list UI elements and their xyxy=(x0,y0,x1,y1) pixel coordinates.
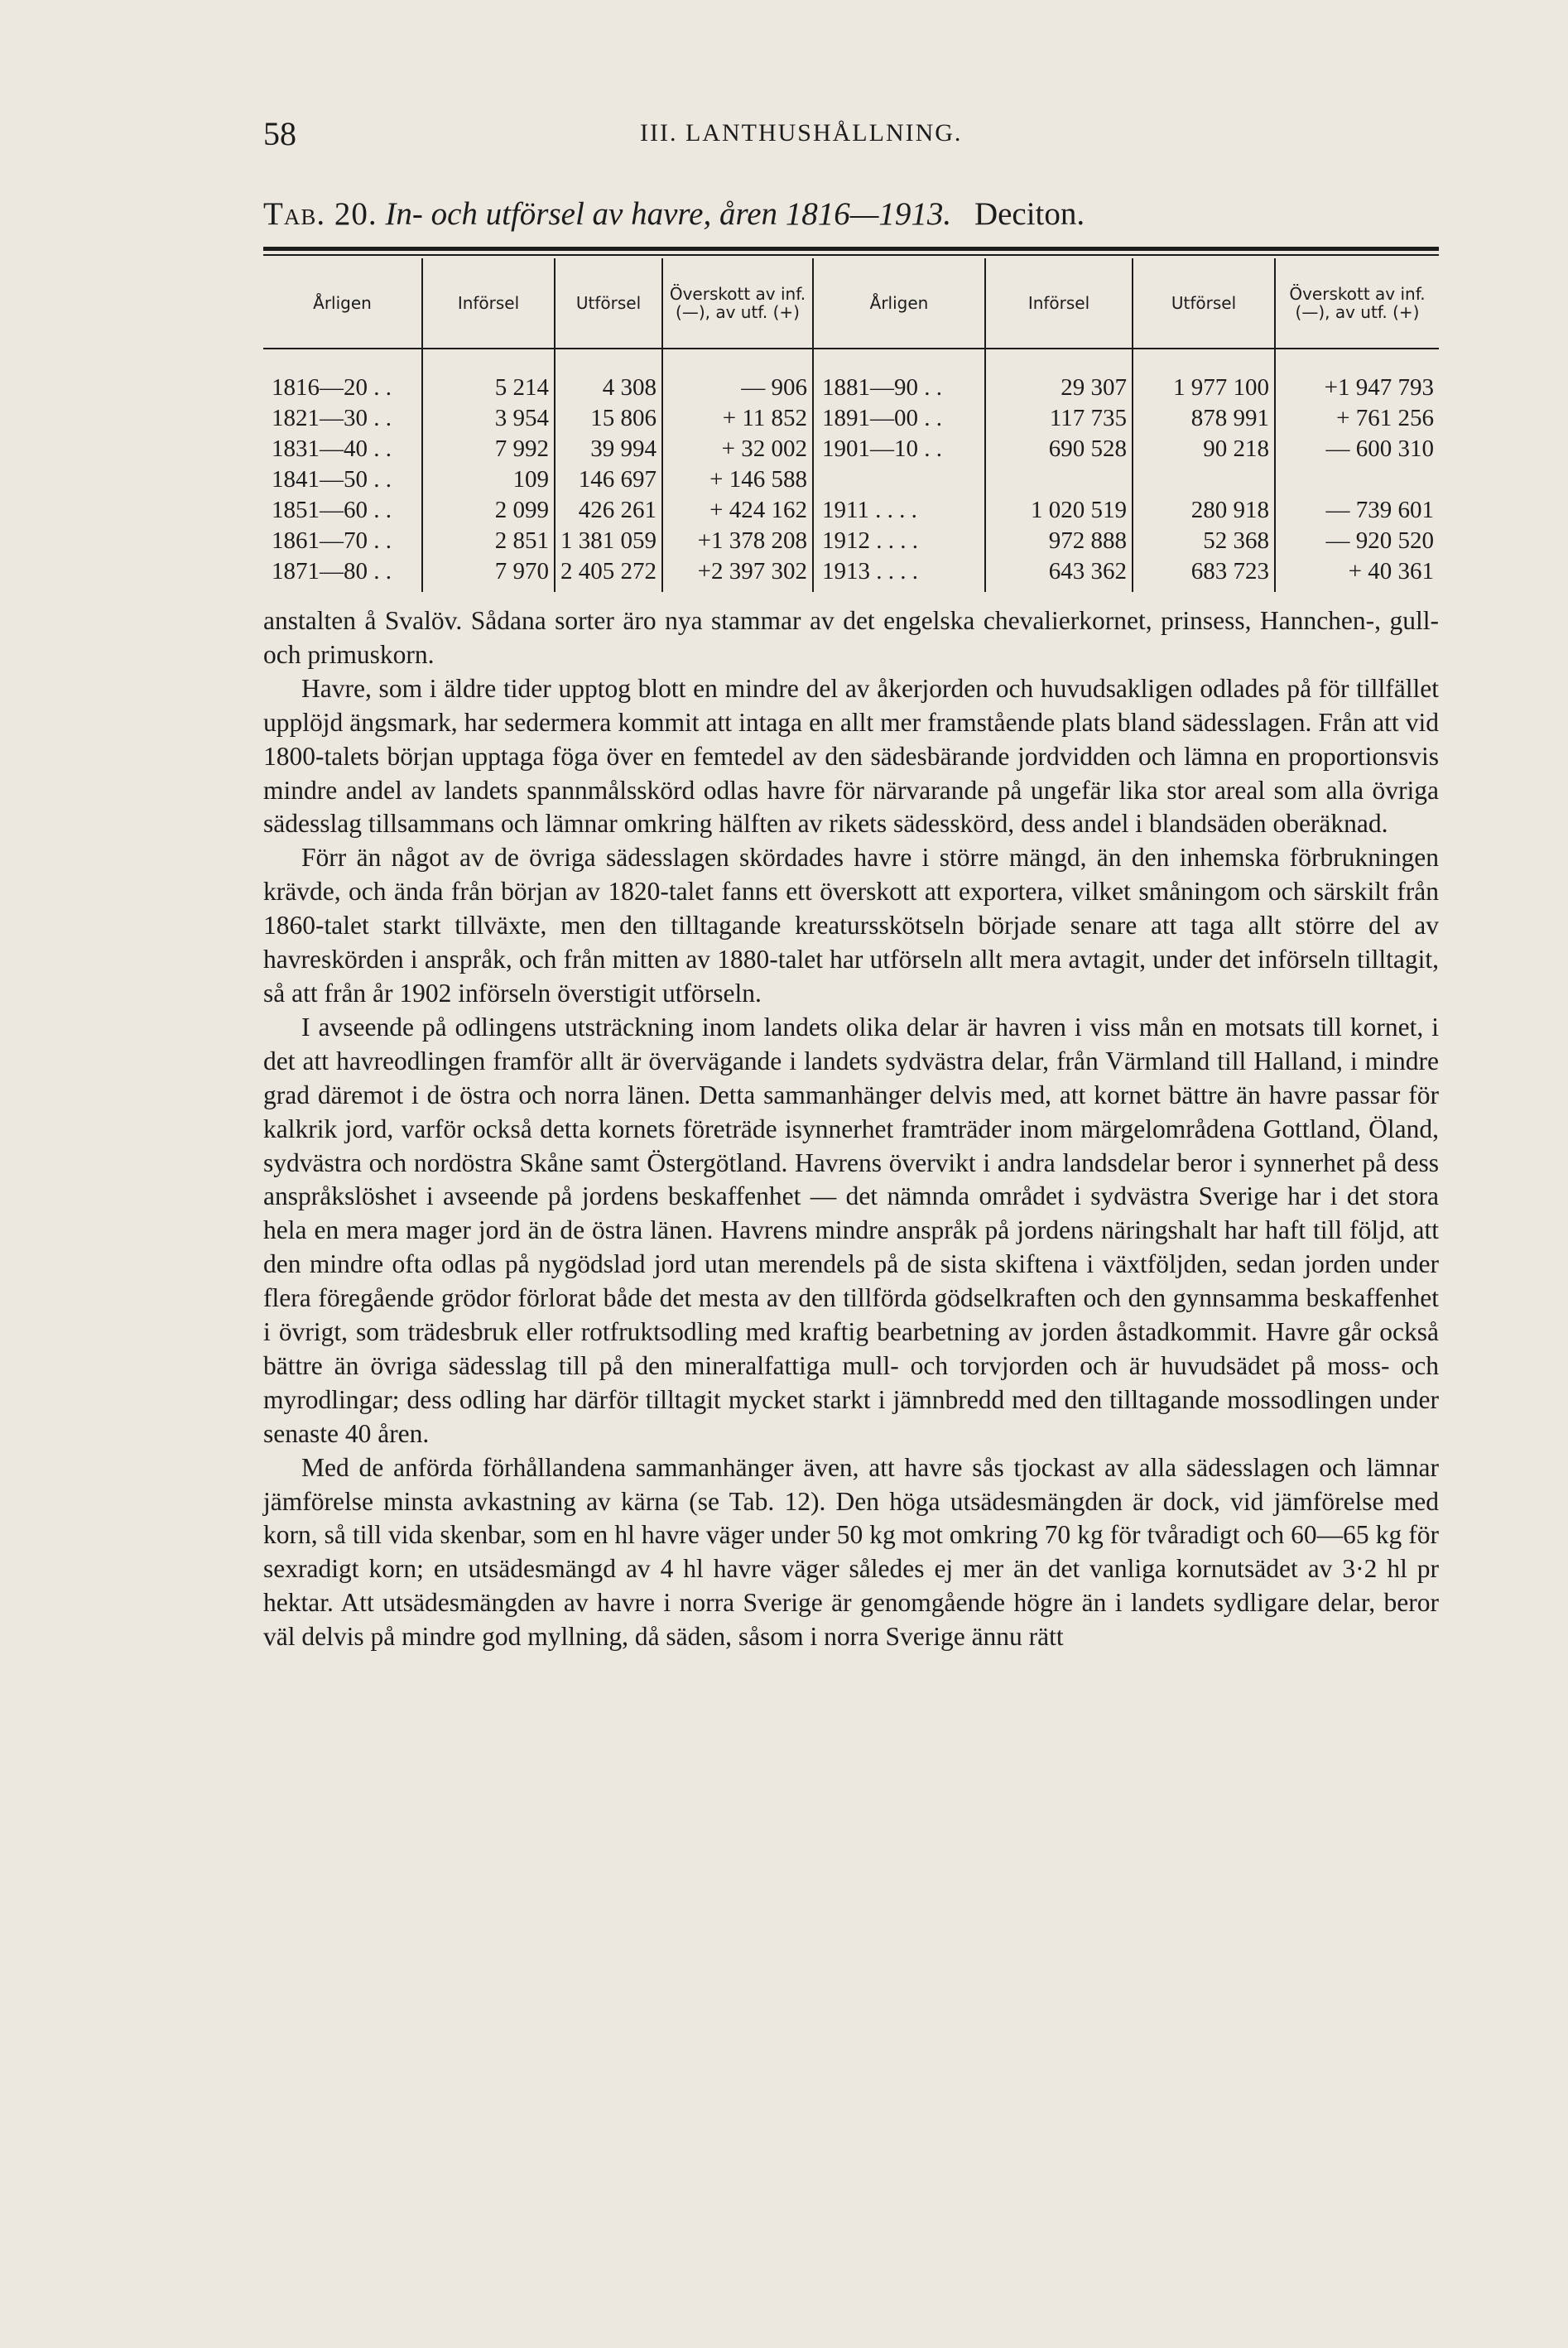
table-cell: 1821—30 . . xyxy=(272,405,392,431)
table-cell: + 11 852 xyxy=(662,403,813,434)
table-cell: 1861—70 . . xyxy=(272,527,392,554)
table-cell: 1816—20 . . xyxy=(272,374,392,401)
column-header: Införsel xyxy=(985,258,1133,349)
table-unit: Deciton. xyxy=(974,196,1085,232)
table-cell: + 40 361 xyxy=(1275,556,1439,592)
table-cell: 1 977 100 xyxy=(1133,349,1275,403)
paragraph: I avseende på odlingens utsträckning inom landets olika delar är havren i viss mån en motsats till kornet, i det att havreodlingen framför allt är övervägande i landets sydvästra delar, från Värmland till Halland, i mindre grad däremot i de östra och norra länen. Detta sammanhänger delvis med, att kornet bättre än havre passar för kalkrik jord, varför också detta kornets företräde isynnerhet framträder inom märgelområdena Gottland, Öland, sydvästra och nordöstra Skåne samt Östergötland. Havrens övervikt i andra landsdelar beror i synnerhet på dess anspråkslöshet i avseende på jordens beskaffenhet — det nämnda området i sydvästra Sverige har i det stora hela en mera mager jord än de östra länen. Havrens mindre anspråk på jordens näringshalt har haft till följd, att den mindre ofta odlas på nygödslad jord utan merendels på de sista skiftena i växtföljden, sedan jorden under flera föregående grödor förlorat både det mesta av den tillförda gödselkraften och den gynnsamma beskaffenhet i övrigt, som trädesbruk eller rotfruktsodling med kraftig bearbetning av jorden åstadkommit. Havre går också bättre än övriga sädesslag till på den mineralfattiga mull- och torvjorden och är huvudsädet på moss- och myrodlingar; dess odling har därför tilltagit mycket starkt i jämnbredd med den tilltagande mossodlingen under senaste 40 åren. xyxy=(263,1012,1439,1448)
table-cell: 280 918 xyxy=(1133,495,1275,526)
running-head: III. LANTHUSHÅLLNING. xyxy=(640,119,963,147)
table-cell: 1901—10 . . xyxy=(813,434,985,464)
table-row xyxy=(263,495,1439,526)
column-header: Överskott av inf. (—), av utf. (+) xyxy=(1275,258,1439,349)
table-cell: + 424 162 xyxy=(662,495,813,526)
table-cell xyxy=(1133,464,1275,495)
table-cell: 2 405 272 xyxy=(555,556,662,592)
table-cell: 4 308 xyxy=(555,349,662,403)
trade-table xyxy=(263,258,1439,592)
table-row xyxy=(263,526,1439,556)
column-header: Utförsel xyxy=(555,258,662,349)
table-top-rule xyxy=(263,247,1439,251)
table-cell: +2 397 302 xyxy=(662,556,813,592)
table-cell: 1 381 059 xyxy=(555,526,662,556)
table-label: Tab. 20. xyxy=(263,196,378,232)
body-text xyxy=(263,604,1439,1654)
page-header xyxy=(263,114,1439,164)
table-row xyxy=(263,434,1439,464)
table-cell: 1841—50 . . xyxy=(272,466,392,493)
table-cell: 643 362 xyxy=(985,556,1133,592)
table-cell: 117 735 xyxy=(985,403,1133,434)
table-cell: 146 697 xyxy=(555,464,662,495)
table-cell: 1831—40 . . xyxy=(272,435,392,462)
table-cell: + 761 256 xyxy=(1275,403,1439,434)
table-cell: 29 307 xyxy=(985,349,1133,403)
table-cell xyxy=(1275,464,1439,495)
table-cell: 1911 . . . . xyxy=(813,495,985,526)
table-cell: 1851—60 . . xyxy=(272,497,392,523)
table-cell: 690 528 xyxy=(985,434,1133,464)
table-cell: 2 851 xyxy=(422,526,555,556)
table-row xyxy=(263,556,1439,592)
table-cell: 7 992 xyxy=(422,434,555,464)
table-cell: +1 947 793 xyxy=(1275,349,1439,403)
table-cell: 426 261 xyxy=(555,495,662,526)
table-cell: +1 378 208 xyxy=(662,526,813,556)
table-cell: + 146 588 xyxy=(662,464,813,495)
column-header: Överskott av inf. (—), av utf. (+) xyxy=(662,258,813,349)
table-cell: 972 888 xyxy=(985,526,1133,556)
table-row xyxy=(263,464,1439,495)
table-cell: 5 214 xyxy=(422,349,555,403)
column-header: Årligen xyxy=(813,258,985,349)
column-header: Utförsel xyxy=(1133,258,1275,349)
table-cell: 1871—80 . . xyxy=(272,558,392,585)
table-cell: 7 970 xyxy=(422,556,555,592)
table-title xyxy=(263,195,1439,233)
table-cell: 15 806 xyxy=(555,403,662,434)
table-row xyxy=(263,349,1439,403)
page-number: 58 xyxy=(263,115,296,152)
table-cell: 1 020 519 xyxy=(985,495,1133,526)
paragraph: Havre, som i äldre tider upptog blott en mindre del av åkerjorden och huvudsakligen odlades på för tillfället upplöjd ängsmark, har sedermera kommit att intaga en allt mer framstående plats bland sädesslagen. Från att vid 1800-talets början upptaga föga över en femtedel av den sädesbärande jordvidden och lämna en proportionsvis mindre andel av landets spannmålsskörd odlas havre för närvarande på ungefär lika stor areal som alla övriga sädesslag tillsammans och lämnar omkring hälften av rikets sädesskörd, dess andel i blandsäden oberäknad. xyxy=(263,673,1439,839)
table-cell: 683 723 xyxy=(1133,556,1275,592)
table-cell: 52 368 xyxy=(1133,526,1275,556)
table-cell: 1891—00 . . xyxy=(813,403,985,434)
table-cell: 1881—90 . . xyxy=(813,349,985,403)
paragraph: Förr än något av de övriga sädesslagen skördades havre i större mängd, än den inhemska förbrukningen krävde, och ända från början av 1820-talet fanns ett överskott att exportera, vilket småningom och särskilt från 1860-talet starkt tillväxte, men den tilltagande kreatursskötseln började senare att taga allt större del av havreskörden i anspråk, och från mitten av 1880-talet har utförseln allt mera avtagit, under det införseln tilltagit, så att från år 1902 införseln överstigit utförseln. xyxy=(263,843,1439,1008)
table-cell: 109 xyxy=(422,464,555,495)
table-cell: — 906 xyxy=(662,349,813,403)
table-cell xyxy=(813,464,985,495)
table-cell: 3 954 xyxy=(422,403,555,434)
table-cell: 1913 . . . . xyxy=(813,556,985,592)
table-cell: — 739 601 xyxy=(1275,495,1439,526)
column-header: Införsel xyxy=(422,258,555,349)
table-cell: — 920 520 xyxy=(1275,526,1439,556)
table-cell: + 32 002 xyxy=(662,434,813,464)
table-cell: — 600 310 xyxy=(1275,434,1439,464)
table-cell: 878 991 xyxy=(1133,403,1275,434)
table-top-rule-thin xyxy=(263,254,1439,256)
table-cell: 90 218 xyxy=(1133,434,1275,464)
table-cell: 2 099 xyxy=(422,495,555,526)
paragraph: anstalten å Svalöv. Sådana sorter äro nya stammar av det engelska chevalierkornet, prinsess, Hannchen-, gull- och primuskorn. xyxy=(263,606,1439,669)
table-cell xyxy=(985,464,1133,495)
table-cell: 1912 . . . . xyxy=(813,526,985,556)
table-cell: 39 994 xyxy=(555,434,662,464)
paragraph: Med de anförda förhållandena sammanhänger även, att havre sås tjockast av alla sädesslagen och lämnar jämförelse minsta avkastning av kärna (se Tab. 12). Den höga utsädesmängden är dock, vid jämförelse med korn, så till vida skenbar, som en hl havre väger under 50 kg mot omkring 70 kg för tvåradigt och 60—65 kg för sexradigt korn; en utsädesmängd av 4 hl havre väger således ej mer än det vanliga kornutsädet av 3·2 hl pr hektar. Att utsädesmängden av havre i norra Sverige är genomgående högre än i landets sydligare delar, beror väl delvis på mindre god myllning, då säden, såsom i norra Sverige ännu rätt xyxy=(263,1452,1439,1652)
table-row xyxy=(263,403,1439,434)
column-header: Årligen xyxy=(263,258,422,349)
table-header-row xyxy=(263,258,1439,349)
table-caption: In- och utförsel av havre, åren 1816—1913. xyxy=(385,196,952,232)
